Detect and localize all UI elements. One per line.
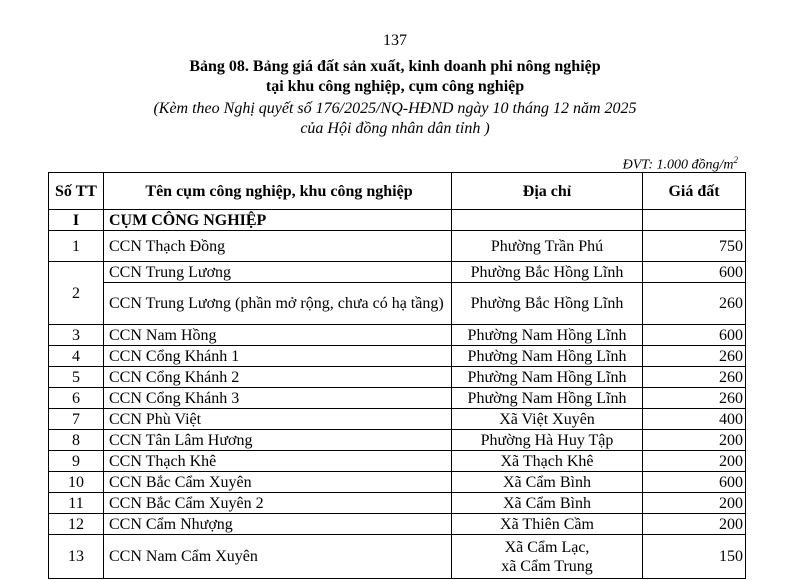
row-address: Phường Bắc Hồng Lĩnh	[452, 283, 643, 325]
row-name: CCN Thạch Đồng	[104, 231, 452, 262]
row-price: 750	[643, 231, 746, 262]
row-name: CCN Bắc Cẩm Xuyên	[104, 472, 452, 493]
table-row	[49, 514, 746, 535]
row-price: 600	[643, 325, 746, 346]
table-row	[49, 325, 746, 346]
subtitle-line-2: của Hội đồng nhân dân tỉnh )	[300, 120, 490, 137]
row-name: CCN Nam Hồng	[104, 325, 452, 346]
row-address: Phường Nam Hồng Lĩnh	[452, 325, 643, 346]
table-title-line-2: tại khu công nghiệp, cụm công nghiệp	[265, 78, 525, 95]
row-stt: 12	[49, 514, 104, 535]
table-header-row	[49, 173, 746, 210]
section-name: CỤM CÔNG NGHIỆP	[104, 210, 452, 231]
header-name: Tên cụm công nghiệp, khu công nghiệp	[104, 173, 452, 210]
table-row	[49, 472, 746, 493]
row-address: Xã Cẩm Bình	[452, 493, 643, 514]
row-name: CCN Cổng Khánh 2	[104, 367, 452, 388]
section-address	[452, 210, 643, 231]
header-price: Giá đất	[643, 173, 746, 210]
row-price: 200	[643, 514, 746, 535]
table-row	[49, 231, 746, 262]
table-row	[49, 388, 746, 409]
row-name: CCN Cổng Khánh 1	[104, 346, 452, 367]
section-price	[643, 210, 746, 231]
row-stt: 10	[49, 472, 104, 493]
row-address: Xã Thiên Cầm	[452, 514, 643, 535]
row-price: 600	[643, 472, 746, 493]
table-title-line-1: Bảng 08. Bảng giá đất sản xuất, kinh doanh phi nông nghiệp	[189, 58, 601, 75]
row-address: Phường Hà Huy Tập	[452, 430, 643, 451]
row-name: CCN Thạch Khê	[104, 451, 452, 472]
row-address-line-1: Xã Cẩm Lạc,	[504, 538, 590, 556]
table-row	[49, 493, 746, 514]
row-name: CCN Bắc Cẩm Xuyên 2	[104, 493, 452, 514]
row-price: 260	[643, 283, 746, 325]
row-address: Xã Thạch Khê	[452, 451, 643, 472]
row-address: Phường Trần Phú	[452, 231, 643, 262]
row-address	[452, 535, 643, 579]
land-price-table	[48, 172, 746, 579]
row-address: Xã Việt Xuyên	[452, 409, 643, 430]
row-price: 200	[643, 430, 746, 451]
row-stt: 7	[49, 409, 104, 430]
row-name: CCN Trung Lương (phần mở rộng, chưa có hạ tầng)	[104, 283, 452, 325]
row-name: CCN Nam Cẩm Xuyên	[104, 535, 452, 579]
unit-label: ĐVT: 1.000 đồng/$m^2$	[622, 155, 738, 173]
row-name: CCN Trung Lương	[104, 262, 452, 283]
row-price: 200	[643, 451, 746, 472]
table-row	[49, 535, 746, 579]
row-name: CCN Cổng Khánh 3	[104, 388, 452, 409]
row-name: CCN Tân Lâm Hương	[104, 430, 452, 451]
table-row	[49, 451, 746, 472]
row-stt: 2	[49, 262, 104, 325]
row-stt: 1	[49, 231, 104, 262]
row-address: Phường Nam Hồng Lĩnh	[452, 346, 643, 367]
row-stt: 9	[49, 451, 104, 472]
table-row	[49, 346, 746, 367]
table-row	[49, 409, 746, 430]
row-address: Phường Nam Hồng Lĩnh	[452, 367, 643, 388]
row-price: 600	[643, 262, 746, 283]
row-stt: 13	[49, 535, 104, 579]
row-name: CCN Phù Việt	[104, 409, 452, 430]
row-address: Xã Cẩm Bình	[452, 472, 643, 493]
table-row	[49, 430, 746, 451]
row-address: Phường Bắc Hồng Lĩnh	[452, 262, 643, 283]
subtitle-line-1: (Kèm theo Nghị quyết số 176/2025/NQ-HĐND ngày 10 tháng 12 năm 2025	[153, 100, 637, 117]
row-price: 260	[643, 388, 746, 409]
row-stt: 3	[49, 325, 104, 346]
row-stt: 8	[49, 430, 104, 451]
row-price: 200	[643, 493, 746, 514]
section-row	[49, 210, 746, 231]
row-stt: 11	[49, 493, 104, 514]
section-stt: I	[49, 210, 104, 231]
table-row	[49, 367, 746, 388]
page-number: 137	[383, 32, 407, 49]
row-price: 260	[643, 367, 746, 388]
row-address: Phường Nam Hồng Lĩnh	[452, 388, 643, 409]
row-stt: 4	[49, 346, 104, 367]
row-address-line-2: xã Cẩm Trung	[501, 557, 593, 575]
row-price: 150	[643, 535, 746, 579]
row-stt: 5	[49, 367, 104, 388]
row-price: 260	[643, 346, 746, 367]
table-row	[49, 262, 746, 283]
row-price: 400	[643, 409, 746, 430]
header-address: Địa chỉ	[452, 173, 643, 210]
header-stt: Số TT	[49, 173, 104, 210]
table-row	[49, 283, 746, 325]
row-name: CCN Cẩm Nhượng	[104, 514, 452, 535]
row-stt: 6	[49, 388, 104, 409]
